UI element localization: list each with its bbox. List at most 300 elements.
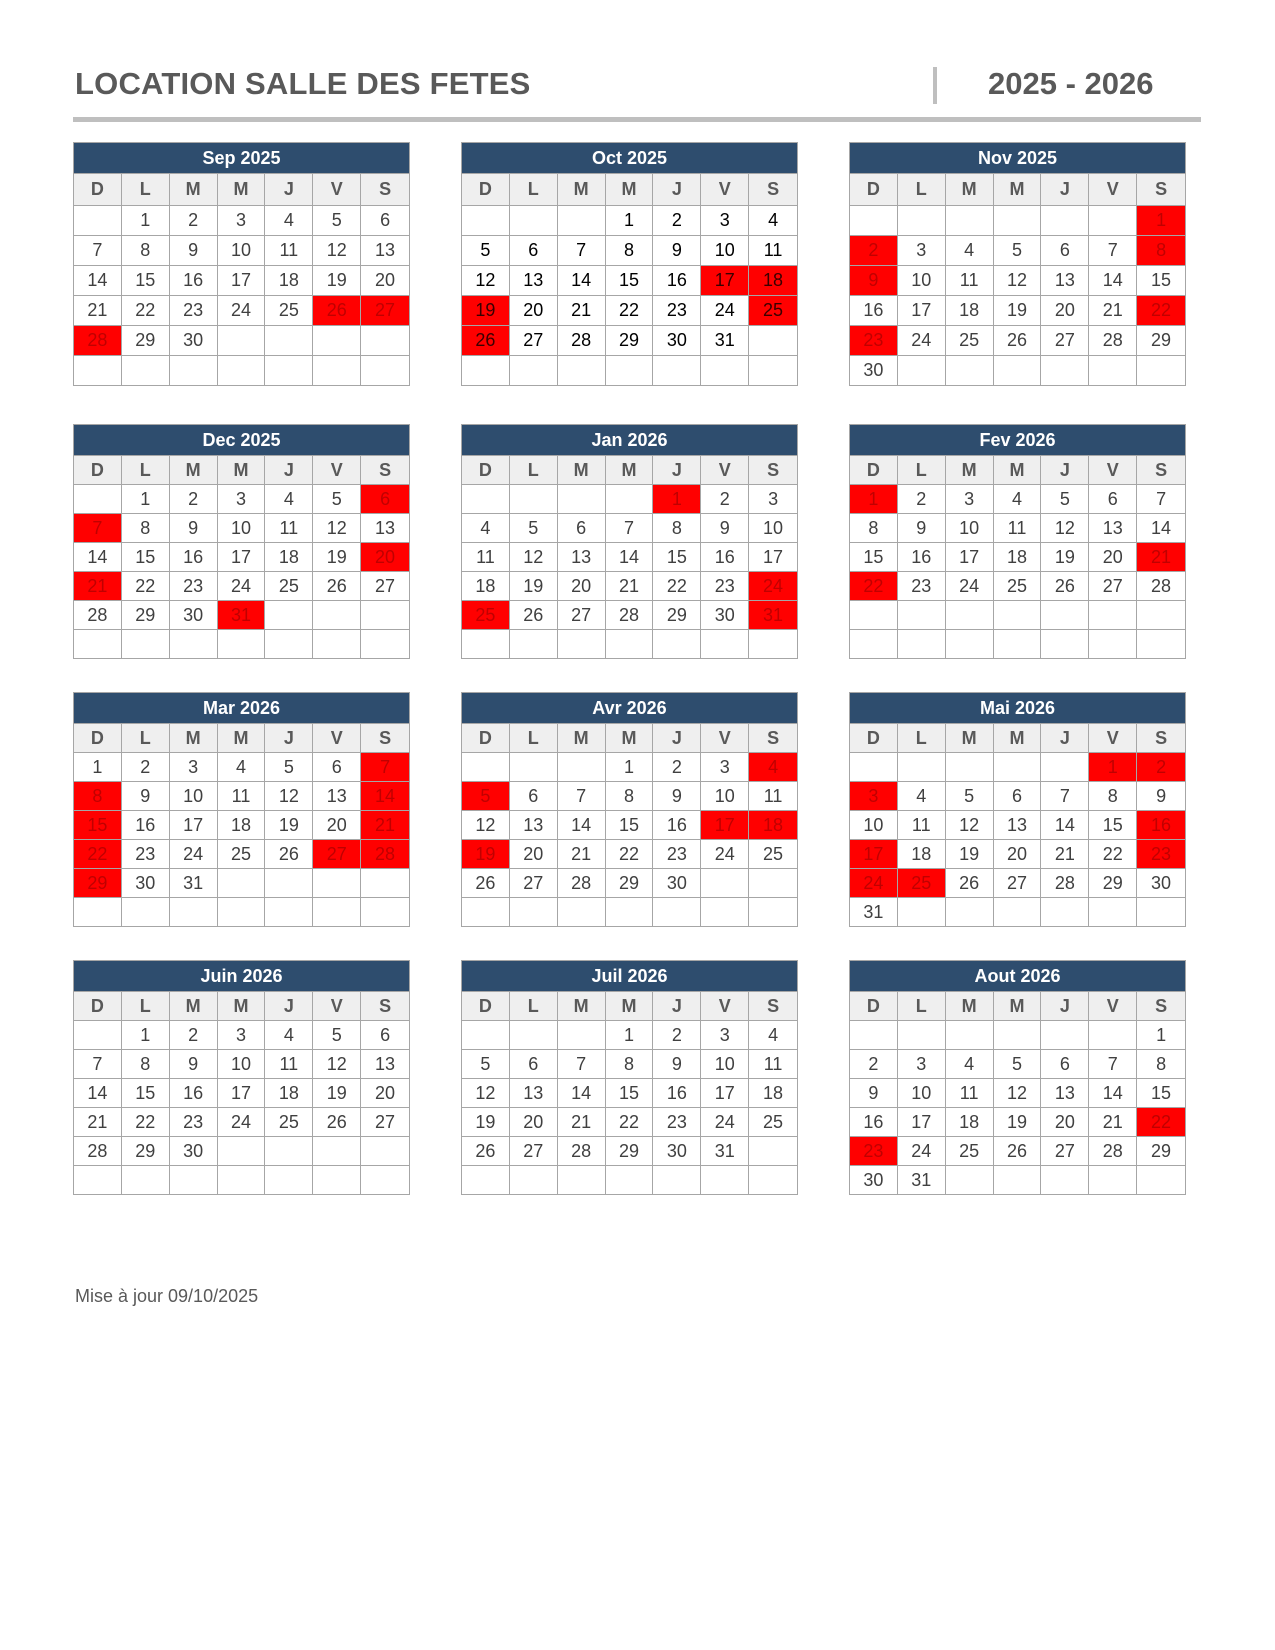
- weekday-header: S: [749, 455, 797, 484]
- day-cell: 3: [701, 1020, 749, 1049]
- day-cell: 17: [898, 295, 946, 325]
- day-cell: 23: [653, 839, 701, 868]
- day-cell: 13: [994, 810, 1042, 839]
- day-cell: 3: [946, 484, 994, 513]
- empty-cell: [898, 897, 946, 926]
- empty-cell: [1089, 205, 1137, 235]
- weekday-header: L: [510, 723, 558, 752]
- day-cell: 17: [218, 1078, 266, 1107]
- day-cell: 12: [462, 265, 510, 295]
- day-cell: 8: [1089, 781, 1137, 810]
- weekday-header: L: [122, 455, 170, 484]
- weekday-header: S: [749, 173, 797, 205]
- day-cell: 21: [558, 1107, 606, 1136]
- day-cell: 28: [74, 1136, 122, 1165]
- reserved-day: 17: [701, 265, 749, 295]
- day-cell: 1: [606, 1020, 654, 1049]
- reserved-day: 5: [462, 781, 510, 810]
- day-cell: 14: [1137, 513, 1185, 542]
- day-cell: 4: [265, 484, 313, 513]
- weekday-header: D: [462, 991, 510, 1020]
- empty-cell: [361, 1136, 409, 1165]
- day-cell: 3: [749, 484, 797, 513]
- day-cell: 6: [994, 781, 1042, 810]
- reserved-day: 1: [850, 484, 898, 513]
- weekday-header: M: [218, 173, 266, 205]
- day-cell: 29: [122, 600, 170, 629]
- day-cell: 4: [946, 235, 994, 265]
- day-cell: 6: [510, 1049, 558, 1078]
- reserved-day: 26: [313, 295, 361, 325]
- empty-cell: [361, 897, 409, 926]
- month-title: Juin 2026: [74, 961, 409, 991]
- day-cell: 7: [74, 235, 122, 265]
- day-cell: 14: [74, 542, 122, 571]
- empty-cell: [170, 629, 218, 658]
- empty-cell: [218, 897, 266, 926]
- day-cell: 21: [1089, 295, 1137, 325]
- day-cell: 2: [850, 1049, 898, 1078]
- empty-cell: [701, 355, 749, 385]
- day-cell: 8: [606, 235, 654, 265]
- day-cell: 9: [898, 513, 946, 542]
- day-cell: 28: [1089, 325, 1137, 355]
- weekday-header: V: [313, 173, 361, 205]
- day-cell: 30: [170, 1136, 218, 1165]
- empty-cell: [606, 484, 654, 513]
- day-cell: 27: [510, 1136, 558, 1165]
- day-cell: 18: [462, 571, 510, 600]
- day-cell: 27: [558, 600, 606, 629]
- weekday-header: D: [850, 723, 898, 752]
- weekday-header: V: [701, 991, 749, 1020]
- reserved-day: 2: [850, 235, 898, 265]
- day-cell: 22: [606, 839, 654, 868]
- month-title: Fev 2026: [850, 425, 1185, 455]
- day-cell: 18: [265, 542, 313, 571]
- month-dec-2025: [73, 424, 410, 659]
- day-cell: 16: [898, 542, 946, 571]
- day-cell: 3: [218, 205, 266, 235]
- day-cell: 29: [606, 1136, 654, 1165]
- empty-cell: [749, 897, 797, 926]
- weekday-header: V: [1089, 455, 1137, 484]
- day-cell: 27: [361, 1107, 409, 1136]
- empty-cell: [265, 600, 313, 629]
- empty-cell: [265, 325, 313, 355]
- day-cell: 9: [170, 1049, 218, 1078]
- empty-cell: [361, 325, 409, 355]
- empty-cell: [749, 325, 797, 355]
- empty-cell: [1041, 600, 1089, 629]
- day-cell: 10: [749, 513, 797, 542]
- month-title: Oct 2025: [462, 143, 797, 173]
- day-cell: 31: [701, 1136, 749, 1165]
- weekday-header: J: [265, 991, 313, 1020]
- day-cell: 11: [218, 781, 266, 810]
- day-cell: 24: [218, 571, 266, 600]
- empty-cell: [946, 897, 994, 926]
- weekday-header: S: [749, 723, 797, 752]
- day-cell: 27: [994, 868, 1042, 897]
- day-cell: 28: [558, 868, 606, 897]
- day-cell: 26: [994, 1136, 1042, 1165]
- day-cell: 7: [74, 1049, 122, 1078]
- day-cell: 20: [1041, 1107, 1089, 1136]
- day-grid: [462, 455, 797, 658]
- day-cell: 4: [218, 752, 266, 781]
- day-cell: 7: [558, 1049, 606, 1078]
- day-cell: 1: [122, 1020, 170, 1049]
- weekday-header: S: [1137, 455, 1185, 484]
- weekday-header: J: [1041, 173, 1089, 205]
- empty-cell: [74, 205, 122, 235]
- day-cell: 15: [606, 265, 654, 295]
- weekday-header: V: [313, 723, 361, 752]
- weekday-header: L: [122, 723, 170, 752]
- day-cell: 28: [606, 600, 654, 629]
- empty-cell: [994, 205, 1042, 235]
- empty-cell: [994, 355, 1042, 385]
- day-cell: 18: [218, 810, 266, 839]
- reserved-day: 3: [850, 781, 898, 810]
- day-cell: 10: [946, 513, 994, 542]
- reserved-day: 19: [462, 295, 510, 325]
- day-cell: 14: [1041, 810, 1089, 839]
- weekday-header: S: [361, 991, 409, 1020]
- empty-cell: [558, 629, 606, 658]
- day-cell: 19: [994, 1107, 1042, 1136]
- weekday-header: L: [510, 173, 558, 205]
- day-cell: 2: [653, 752, 701, 781]
- empty-cell: [606, 355, 654, 385]
- reserved-day: 29: [74, 868, 122, 897]
- day-cell: 16: [653, 810, 701, 839]
- day-cell: 4: [946, 1049, 994, 1078]
- weekday-header: J: [265, 173, 313, 205]
- day-cell: 11: [946, 265, 994, 295]
- empty-cell: [1089, 897, 1137, 926]
- day-cell: 20: [313, 810, 361, 839]
- day-cell: 28: [558, 325, 606, 355]
- empty-cell: [218, 1136, 266, 1165]
- day-cell: 15: [1137, 1078, 1185, 1107]
- day-cell: 26: [313, 1107, 361, 1136]
- day-cell: 12: [1041, 513, 1089, 542]
- weekday-header: S: [361, 723, 409, 752]
- empty-cell: [1041, 629, 1089, 658]
- reserved-day: 31: [749, 600, 797, 629]
- empty-cell: [558, 752, 606, 781]
- empty-cell: [462, 355, 510, 385]
- day-cell: 2: [701, 484, 749, 513]
- day-cell: 9: [122, 781, 170, 810]
- weekday-header: S: [361, 173, 409, 205]
- weekday-header: L: [898, 173, 946, 205]
- weekday-header: S: [749, 991, 797, 1020]
- day-cell: 10: [701, 781, 749, 810]
- weekday-header: L: [122, 173, 170, 205]
- day-cell: 20: [1089, 542, 1137, 571]
- day-cell: 7: [1089, 1049, 1137, 1078]
- day-grid: [74, 723, 409, 926]
- day-cell: 27: [1041, 325, 1089, 355]
- day-cell: 11: [749, 235, 797, 265]
- day-grid: [850, 723, 1185, 926]
- empty-cell: [218, 629, 266, 658]
- day-cell: 31: [701, 325, 749, 355]
- day-cell: 31: [898, 1165, 946, 1194]
- reserved-day: 17: [850, 839, 898, 868]
- empty-cell: [462, 629, 510, 658]
- day-cell: 2: [898, 484, 946, 513]
- day-cell: 6: [361, 1020, 409, 1049]
- empty-cell: [265, 1165, 313, 1194]
- day-cell: 13: [510, 1078, 558, 1107]
- weekday-header: D: [74, 991, 122, 1020]
- day-cell: 8: [1137, 1049, 1185, 1078]
- weekday-header: V: [1089, 723, 1137, 752]
- empty-cell: [898, 205, 946, 235]
- title-separator: [933, 67, 937, 104]
- empty-cell: [462, 484, 510, 513]
- day-cell: 11: [994, 513, 1042, 542]
- empty-cell: [701, 629, 749, 658]
- day-cell: 20: [510, 839, 558, 868]
- day-cell: 11: [265, 513, 313, 542]
- empty-cell: [558, 1020, 606, 1049]
- day-cell: 3: [170, 752, 218, 781]
- day-cell: 16: [701, 542, 749, 571]
- empty-cell: [122, 897, 170, 926]
- day-cell: 11: [898, 810, 946, 839]
- weekday-header: L: [898, 991, 946, 1020]
- empty-cell: [1089, 600, 1137, 629]
- empty-cell: [1041, 752, 1089, 781]
- reserved-day: 21: [1137, 542, 1185, 571]
- empty-cell: [1041, 1020, 1089, 1049]
- day-cell: 14: [74, 265, 122, 295]
- day-cell: 7: [558, 235, 606, 265]
- day-cell: 4: [265, 1020, 313, 1049]
- day-cell: 3: [218, 484, 266, 513]
- day-cell: 5: [946, 781, 994, 810]
- day-cell: 22: [606, 1107, 654, 1136]
- empty-cell: [994, 897, 1042, 926]
- empty-cell: [946, 752, 994, 781]
- day-cell: 22: [122, 295, 170, 325]
- day-cell: 14: [558, 1078, 606, 1107]
- reserved-day: 17: [701, 810, 749, 839]
- empty-cell: [701, 868, 749, 897]
- weekday-header: M: [558, 173, 606, 205]
- day-cell: 26: [462, 1136, 510, 1165]
- day-cell: 14: [558, 265, 606, 295]
- day-cell: 29: [1137, 1136, 1185, 1165]
- day-cell: 14: [1089, 1078, 1137, 1107]
- weekday-header: J: [1041, 723, 1089, 752]
- empty-cell: [1137, 600, 1185, 629]
- day-cell: 1: [74, 752, 122, 781]
- day-cell: 16: [850, 1107, 898, 1136]
- day-grid: [74, 173, 409, 385]
- day-cell: 10: [170, 781, 218, 810]
- day-cell: 16: [170, 542, 218, 571]
- weekday-header: M: [170, 991, 218, 1020]
- day-cell: 16: [653, 265, 701, 295]
- day-cell: 2: [122, 752, 170, 781]
- day-cell: 20: [510, 295, 558, 325]
- day-cell: 7: [1089, 235, 1137, 265]
- empty-cell: [265, 355, 313, 385]
- header-rule: [73, 117, 1201, 122]
- reserved-day: 21: [361, 810, 409, 839]
- weekday-header: D: [74, 723, 122, 752]
- day-cell: 10: [218, 513, 266, 542]
- empty-cell: [170, 1165, 218, 1194]
- day-cell: 12: [313, 513, 361, 542]
- day-cell: 20: [1041, 295, 1089, 325]
- day-cell: 20: [361, 1078, 409, 1107]
- month-aout-2026: [849, 960, 1186, 1195]
- day-cell: 6: [510, 781, 558, 810]
- day-grid: [462, 991, 797, 1194]
- day-cell: 29: [122, 325, 170, 355]
- day-grid: [74, 991, 409, 1194]
- empty-cell: [218, 355, 266, 385]
- day-cell: 30: [850, 1165, 898, 1194]
- day-cell: 16: [850, 295, 898, 325]
- year-range: 2025 - 2026: [988, 66, 1154, 101]
- day-grid: [850, 173, 1185, 385]
- reserved-day: 28: [361, 839, 409, 868]
- day-cell: 18: [946, 295, 994, 325]
- day-cell: 18: [898, 839, 946, 868]
- empty-cell: [361, 629, 409, 658]
- day-cell: 24: [218, 295, 266, 325]
- empty-cell: [606, 897, 654, 926]
- day-cell: 10: [218, 1049, 266, 1078]
- reserved-day: 25: [749, 295, 797, 325]
- empty-cell: [510, 484, 558, 513]
- day-cell: 13: [1089, 513, 1137, 542]
- empty-cell: [313, 600, 361, 629]
- day-cell: 28: [1041, 868, 1089, 897]
- day-cell: 23: [898, 571, 946, 600]
- day-cell: 26: [946, 868, 994, 897]
- month-title: Mar 2026: [74, 693, 409, 723]
- day-cell: 27: [1041, 1136, 1089, 1165]
- day-cell: 18: [946, 1107, 994, 1136]
- day-cell: 22: [122, 571, 170, 600]
- empty-cell: [946, 205, 994, 235]
- day-cell: 6: [361, 205, 409, 235]
- empty-cell: [313, 897, 361, 926]
- day-cell: 31: [850, 897, 898, 926]
- day-grid: [74, 455, 409, 658]
- empty-cell: [1137, 897, 1185, 926]
- day-cell: 17: [946, 542, 994, 571]
- day-cell: 2: [170, 484, 218, 513]
- weekday-header: V: [701, 173, 749, 205]
- day-cell: 11: [265, 1049, 313, 1078]
- empty-cell: [122, 1165, 170, 1194]
- empty-cell: [218, 325, 266, 355]
- empty-cell: [701, 1165, 749, 1194]
- day-cell: 30: [653, 1136, 701, 1165]
- reserved-day: 21: [74, 571, 122, 600]
- day-cell: 12: [462, 810, 510, 839]
- day-cell: 22: [606, 295, 654, 325]
- day-cell: 13: [313, 781, 361, 810]
- weekday-header: S: [1137, 723, 1185, 752]
- empty-cell: [74, 1020, 122, 1049]
- weekday-header: M: [994, 455, 1042, 484]
- month-title: Sep 2025: [74, 143, 409, 173]
- month-jan-2026: [461, 424, 798, 659]
- day-cell: 29: [1089, 868, 1137, 897]
- day-cell: 25: [749, 1107, 797, 1136]
- day-cell: 9: [653, 1049, 701, 1078]
- empty-cell: [510, 1020, 558, 1049]
- empty-cell: [122, 629, 170, 658]
- empty-cell: [1041, 1165, 1089, 1194]
- empty-cell: [1089, 355, 1137, 385]
- day-cell: 12: [510, 542, 558, 571]
- empty-cell: [510, 205, 558, 235]
- empty-cell: [653, 629, 701, 658]
- weekday-header: M: [558, 723, 606, 752]
- day-cell: 19: [313, 542, 361, 571]
- day-cell: 8: [606, 1049, 654, 1078]
- day-cell: 20: [994, 839, 1042, 868]
- empty-cell: [462, 1020, 510, 1049]
- day-cell: 12: [265, 781, 313, 810]
- empty-cell: [462, 752, 510, 781]
- day-cell: 21: [558, 839, 606, 868]
- day-cell: 22: [653, 571, 701, 600]
- day-cell: 15: [606, 810, 654, 839]
- weekday-header: L: [898, 723, 946, 752]
- day-cell: 26: [265, 839, 313, 868]
- day-cell: 29: [606, 868, 654, 897]
- weekday-header: L: [898, 455, 946, 484]
- weekday-header: M: [218, 723, 266, 752]
- day-cell: 7: [558, 781, 606, 810]
- day-cell: 24: [898, 1136, 946, 1165]
- day-cell: 12: [462, 1078, 510, 1107]
- reserved-day: 16: [1137, 810, 1185, 839]
- reserved-day: 20: [361, 542, 409, 571]
- empty-cell: [361, 868, 409, 897]
- day-cell: 17: [898, 1107, 946, 1136]
- day-cell: 24: [898, 325, 946, 355]
- reserved-day: 1: [1089, 752, 1137, 781]
- empty-cell: [558, 484, 606, 513]
- day-cell: 3: [701, 205, 749, 235]
- empty-cell: [510, 752, 558, 781]
- day-cell: 26: [994, 325, 1042, 355]
- day-cell: 5: [462, 235, 510, 265]
- day-cell: 25: [946, 325, 994, 355]
- day-cell: 29: [1137, 325, 1185, 355]
- day-cell: 28: [558, 1136, 606, 1165]
- empty-cell: [558, 205, 606, 235]
- day-cell: 10: [898, 1078, 946, 1107]
- day-cell: 13: [558, 542, 606, 571]
- day-cell: 19: [1041, 542, 1089, 571]
- day-cell: 16: [653, 1078, 701, 1107]
